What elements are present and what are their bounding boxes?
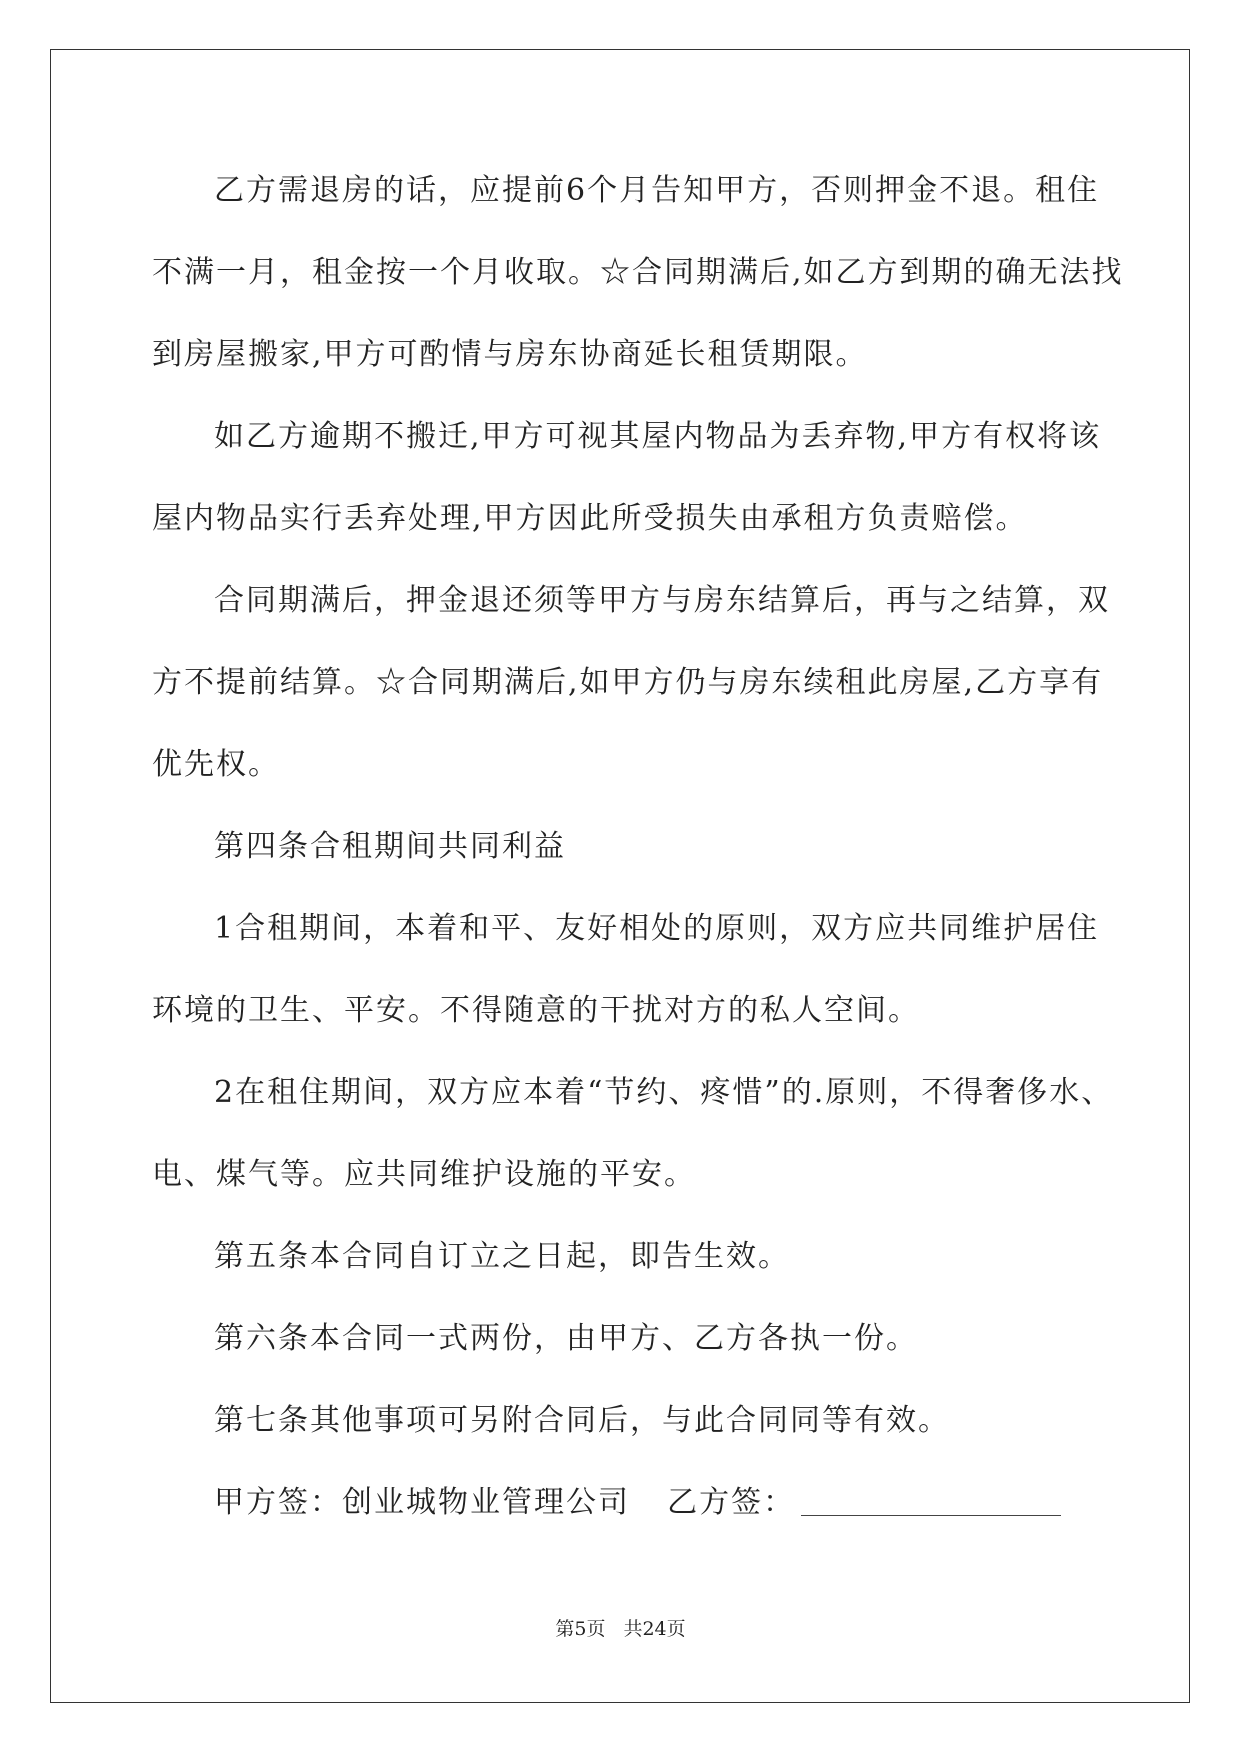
party-b-signature-label: 乙方签： — [667, 1485, 796, 1520]
section-heading: 第四条合租期间共同利益 — [214, 829, 566, 864]
text-line: 第七条其他事项可另附合同后，与此合同同等有效。 — [214, 1403, 950, 1438]
text-line: 优先权。 — [152, 747, 280, 782]
text-line: 2在租住期间，双方应本着“节约、疼惜”的.原则，不得奢侈水、 — [214, 1075, 1114, 1110]
text-line: 第六条本合同一式两份，由甲方、乙方各执一份。 — [214, 1321, 918, 1356]
party-a-signature: 甲方签：创业城物业管理公司 — [214, 1485, 630, 1520]
total-pages: 共24页 — [623, 1618, 686, 1640]
text-line: 如乙方逾期不搬迁,甲方可视其屋内物品为丢弃物,甲方有权将该 — [214, 419, 1102, 454]
text-line: 方不提前结算。☆合同期满后,如甲方仍与房东续租此房屋,乙方享有 — [152, 665, 1104, 700]
text-line: 环境的卫生、平安。不得随意的干扰对方的私人空间。 — [152, 993, 920, 1028]
text-line: 电、煤气等。应共同维护设施的平安。 — [152, 1157, 696, 1192]
text-line: 乙方需退房的话，应提前6个月告知甲方，否则押金不退。租住 — [214, 173, 1100, 208]
text-line: 1合租期间，本着和平、友好相处的原则，双方应共同维护居住 — [214, 911, 1100, 946]
text-line: 屋内物品实行丢弃处理,甲方因此所受损失由承租方负责赔偿。 — [152, 501, 1028, 536]
text-line: 第五条本合同自订立之日起，即告生效。 — [214, 1239, 790, 1274]
page-footer — [0, 1614, 1241, 1641]
signature-blank — [801, 1493, 1061, 1516]
text-line: 到房屋搬家,甲方可酌情与房东协商延长租赁期限。 — [152, 337, 868, 372]
page-number: 第5页 — [555, 1618, 606, 1640]
text-line: 合同期满后，押金退还须等甲方与房东结算后，再与之结算，双 — [214, 583, 1110, 618]
document-body — [152, 160, 1124, 1554]
text-line: 不满一月，租金按一个月收取。☆合同期满后,如乙方到期的确无法找 — [152, 255, 1124, 290]
signature-line — [152, 1472, 1092, 1554]
